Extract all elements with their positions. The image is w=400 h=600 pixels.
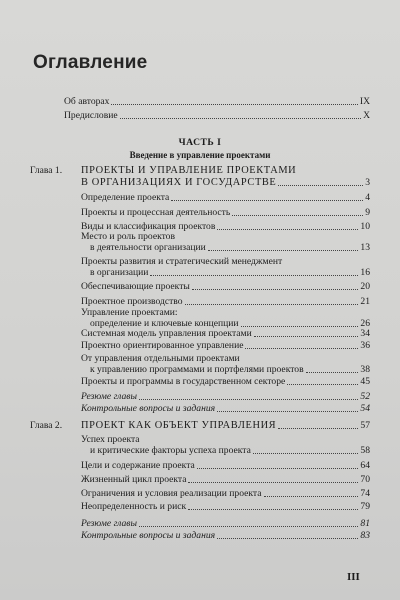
toc-section	[90, 242, 370, 253]
toc-section-label-line1: Управление проектами:	[81, 307, 178, 318]
toc-entry-about-authors	[64, 96, 370, 107]
leader-dots	[232, 215, 363, 216]
toc-section-page: 20	[360, 281, 370, 292]
toc-section-questions	[81, 403, 370, 414]
toc-section-label: и критические факторы успеха проекта	[90, 445, 251, 456]
toc-section-label: Проекты и процессная деятельность	[81, 207, 231, 218]
toc-section	[90, 267, 370, 278]
toc-section	[81, 328, 370, 339]
toc-section-page: 74	[360, 488, 370, 499]
part-subtitle: Введение в управление проектами	[129, 150, 271, 160]
toc-section	[90, 364, 370, 375]
toc-section	[90, 445, 370, 456]
toc-section-label: Контрольные вопросы и задания	[81, 403, 216, 414]
toc-section-label: Проектно ориентированное управление	[81, 340, 244, 351]
toc-section-label: Цели и содержание проекта	[81, 460, 195, 471]
toc-section-summary	[81, 518, 370, 529]
toc-section-label: в организации	[90, 267, 149, 278]
toc-section-label: определение и ключевые концепции	[90, 318, 239, 329]
toc-section	[81, 281, 370, 292]
toc-section-label: Виды и классификация проектов	[81, 221, 216, 232]
leader-dots	[188, 482, 358, 483]
toc-section-page: 83	[360, 530, 370, 541]
toc-section-page: 58	[360, 445, 370, 456]
leader-dots	[111, 104, 357, 105]
chapter-1-page: 3	[365, 177, 370, 188]
toc-section-page: 81	[360, 518, 370, 529]
leader-dots	[264, 496, 359, 497]
toc-entry-label: Об авторах	[64, 96, 110, 107]
toc-section-page: 79	[360, 501, 370, 512]
chapter-2-number: Глава 2.	[30, 420, 63, 431]
toc-section-page: 36	[360, 340, 370, 351]
toc-section	[81, 340, 370, 351]
leader-dots	[241, 326, 359, 327]
toc-section-label-line1: Успех проекта	[81, 434, 140, 445]
toc-section	[81, 376, 370, 387]
toc-section	[81, 460, 370, 471]
toc-section-label: Обеспечивающие проекты	[81, 281, 190, 292]
toc-section-label: Определение проекта	[81, 192, 170, 203]
leader-dots	[306, 372, 359, 373]
chapter-2-title	[81, 420, 370, 431]
leader-dots	[188, 509, 358, 510]
toc-section-label: в деятельности организации	[90, 242, 206, 253]
toc-section-page: 26	[360, 318, 370, 329]
toc-section-page: 54	[360, 403, 370, 414]
leader-dots	[197, 468, 359, 469]
toc-entry-label: Предисловие	[64, 110, 118, 121]
leader-dots	[120, 118, 361, 119]
toc-section-label: Резюме главы	[81, 518, 137, 529]
toc-section	[81, 192, 370, 203]
toc-entry-preface	[64, 110, 370, 121]
toc-entry-page: X	[363, 110, 370, 121]
leader-dots	[185, 304, 359, 305]
toc-section-page: 16	[360, 267, 370, 278]
toc-entry-page: IX	[359, 96, 370, 107]
leader-dots	[254, 336, 359, 337]
toc-section	[81, 474, 370, 485]
leader-dots	[150, 275, 358, 276]
leader-dots	[287, 384, 358, 385]
leader-dots	[245, 348, 358, 349]
toc-section	[81, 207, 370, 218]
toc-section-label-line1: От управления отдельными проектами	[81, 353, 240, 364]
page-title: Оглавление	[33, 52, 148, 73]
toc-section-label: Ограничения и условия реализации проекта	[81, 488, 262, 499]
leader-dots	[139, 526, 358, 527]
toc-section-label: Системная модель управления проектами	[81, 328, 252, 339]
toc-section-page: 64	[360, 460, 370, 471]
toc-section-questions	[81, 530, 370, 541]
page-number: III	[347, 571, 360, 583]
leader-dots	[171, 200, 363, 201]
toc-section-label: Жизненный цикл проекта	[81, 474, 187, 485]
toc-section-label: к управлению программами и портфелями проектов	[90, 364, 304, 375]
toc-section-page: 38	[360, 364, 370, 375]
leader-dots	[217, 538, 358, 539]
leader-dots	[253, 453, 359, 454]
toc-section-page: 34	[360, 328, 370, 339]
chapter-1-title-line1: ПРОЕКТЫ И УПРАВЛЕНИЕ ПРОЕКТАМИ	[81, 165, 297, 176]
toc-section-label: Проекты и программы в государственном секторе	[81, 376, 286, 387]
leader-dots	[139, 399, 358, 400]
leader-dots	[192, 289, 359, 290]
chapter-title-text: В ОРГАНИЗАЦИЯХ И ГОСУДАРСТВЕ	[81, 177, 277, 188]
chapter-1-number: Глава 1.	[30, 165, 63, 176]
toc-section	[81, 488, 370, 499]
toc-section-label: Контрольные вопросы и задания	[81, 530, 216, 541]
leader-dots	[217, 229, 358, 230]
toc-section-page: 13	[360, 242, 370, 253]
toc-section-label: Резюме главы	[81, 391, 137, 402]
leader-dots	[217, 411, 358, 412]
leader-dots	[278, 428, 358, 429]
part-title: ЧАСТЬ I	[178, 137, 222, 148]
toc-section-label: Неопределенность и риск	[81, 501, 187, 512]
toc-section	[81, 501, 370, 512]
toc-section	[81, 296, 370, 307]
toc-section-summary	[81, 391, 370, 402]
toc-section-label-line1: Проекты развития и стратегический менеджмент	[81, 256, 283, 267]
toc-section-page: 4	[365, 192, 370, 203]
toc-section-page: 21	[360, 296, 370, 307]
chapter-title-text: ПРОЕКТ КАК ОБЪЕКТ УПРАВЛЕНИЯ	[81, 420, 277, 431]
toc-section-page: 10	[360, 221, 370, 232]
toc-section-page: 52	[360, 391, 370, 402]
toc-section-page: 9	[365, 207, 370, 218]
chapter-1-title-line2	[81, 177, 370, 188]
toc-section-label-line1: Место и роль проектов	[81, 231, 176, 242]
leader-dots	[278, 185, 363, 186]
toc-section-page: 70	[360, 474, 370, 485]
leader-dots	[208, 250, 359, 251]
toc-section-page: 45	[360, 376, 370, 387]
toc-section-label: Проектное производство	[81, 296, 183, 307]
chapter-2-page: 57	[360, 420, 370, 431]
